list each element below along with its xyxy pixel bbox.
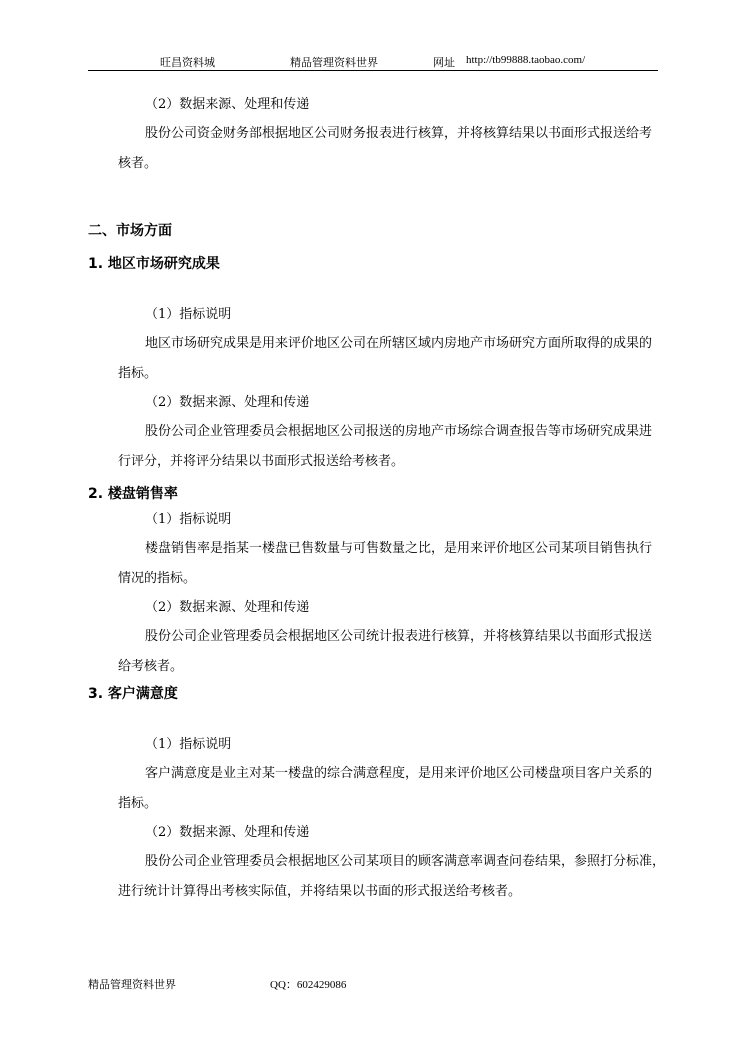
item1-subheading-source: （2）数据来源、处理和传递 [145, 395, 310, 410]
item1-desc-line-2: 指标。 [118, 366, 158, 381]
item3-desc-line-2: 指标。 [118, 796, 158, 811]
item1-source-line-2: 行评分，并将评分结果以书面形式报送给考核者。 [118, 454, 405, 469]
item3-source-line-2: 进行统计计算得出考核实际值，并将结果以书面的形式报送给考核者。 [118, 884, 522, 899]
item3-subheading-desc: （1）指标说明 [145, 737, 232, 752]
footer-site-name: 精品管理资料世界 [88, 978, 176, 991]
item2-source-line-1: 股份公司企业管理委员会根据地区公司统计报表进行核算，并将核算结果以书面形式报送 [145, 629, 653, 644]
item3-desc-line-1: 客户满意度是业主对某一楼盘的综合满意程度，是用来评价地区公司楼盘项目客户关系的 [145, 766, 653, 781]
item2-heading: 2. 楼盘销售率 [88, 486, 178, 502]
page-header [88, 52, 658, 71]
item3-subheading-source: （2）数据来源、处理和传递 [145, 825, 310, 840]
item2-subheading-desc: （1）指标说明 [145, 512, 232, 527]
item1-source-line-1: 股份公司企业管理委员会根据地区公司报送的房地产市场综合调查报告等市场研究成果进 [145, 424, 653, 439]
item3-heading: 3. 客户满意度 [88, 686, 178, 702]
item3-source-line-1: 股份公司企业管理委员会根据地区公司某项目的顾客满意率调查问卷结果，参照打分标准， [145, 854, 666, 869]
header-url-link[interactable]: http://tb99888.taobao.com/ [466, 54, 586, 66]
header-shop-name: 旺昌资料城 [160, 56, 215, 69]
item2-desc-line-1: 楼盘销售率是指某一楼盘已售数量与可售数量之比，是用来评价地区公司某项目销售执行 [145, 541, 653, 556]
item2-source-line-2: 给考核者。 [118, 659, 184, 674]
item2-desc-line-2: 情况的指标。 [118, 571, 197, 586]
intro-source-line-2: 核者。 [118, 156, 158, 171]
section-heading-market: 二、市场方面 [88, 223, 172, 239]
intro-subheading-source: （2）数据来源、处理和传递 [145, 97, 310, 112]
item1-heading: 1. 地区市场研究成果 [88, 256, 220, 272]
intro-source-line-1: 股份公司资金财务部根据地区公司财务报表进行核算，并将核算结果以书面形式报送给考 [145, 126, 653, 141]
item1-subheading-desc: （1）指标说明 [145, 307, 232, 322]
header-site-name: 精品管理资料世界 [290, 56, 378, 69]
header-url-label: 网址 [433, 56, 455, 69]
footer-qq-contact: QQ：602429086 [270, 979, 347, 991]
item2-subheading-source: （2）数据来源、处理和传递 [145, 600, 310, 615]
item1-desc-line-1: 地区市场研究成果是用来评价地区公司在所辖区域内房地产市场研究方面所取得的成果的 [145, 336, 653, 351]
